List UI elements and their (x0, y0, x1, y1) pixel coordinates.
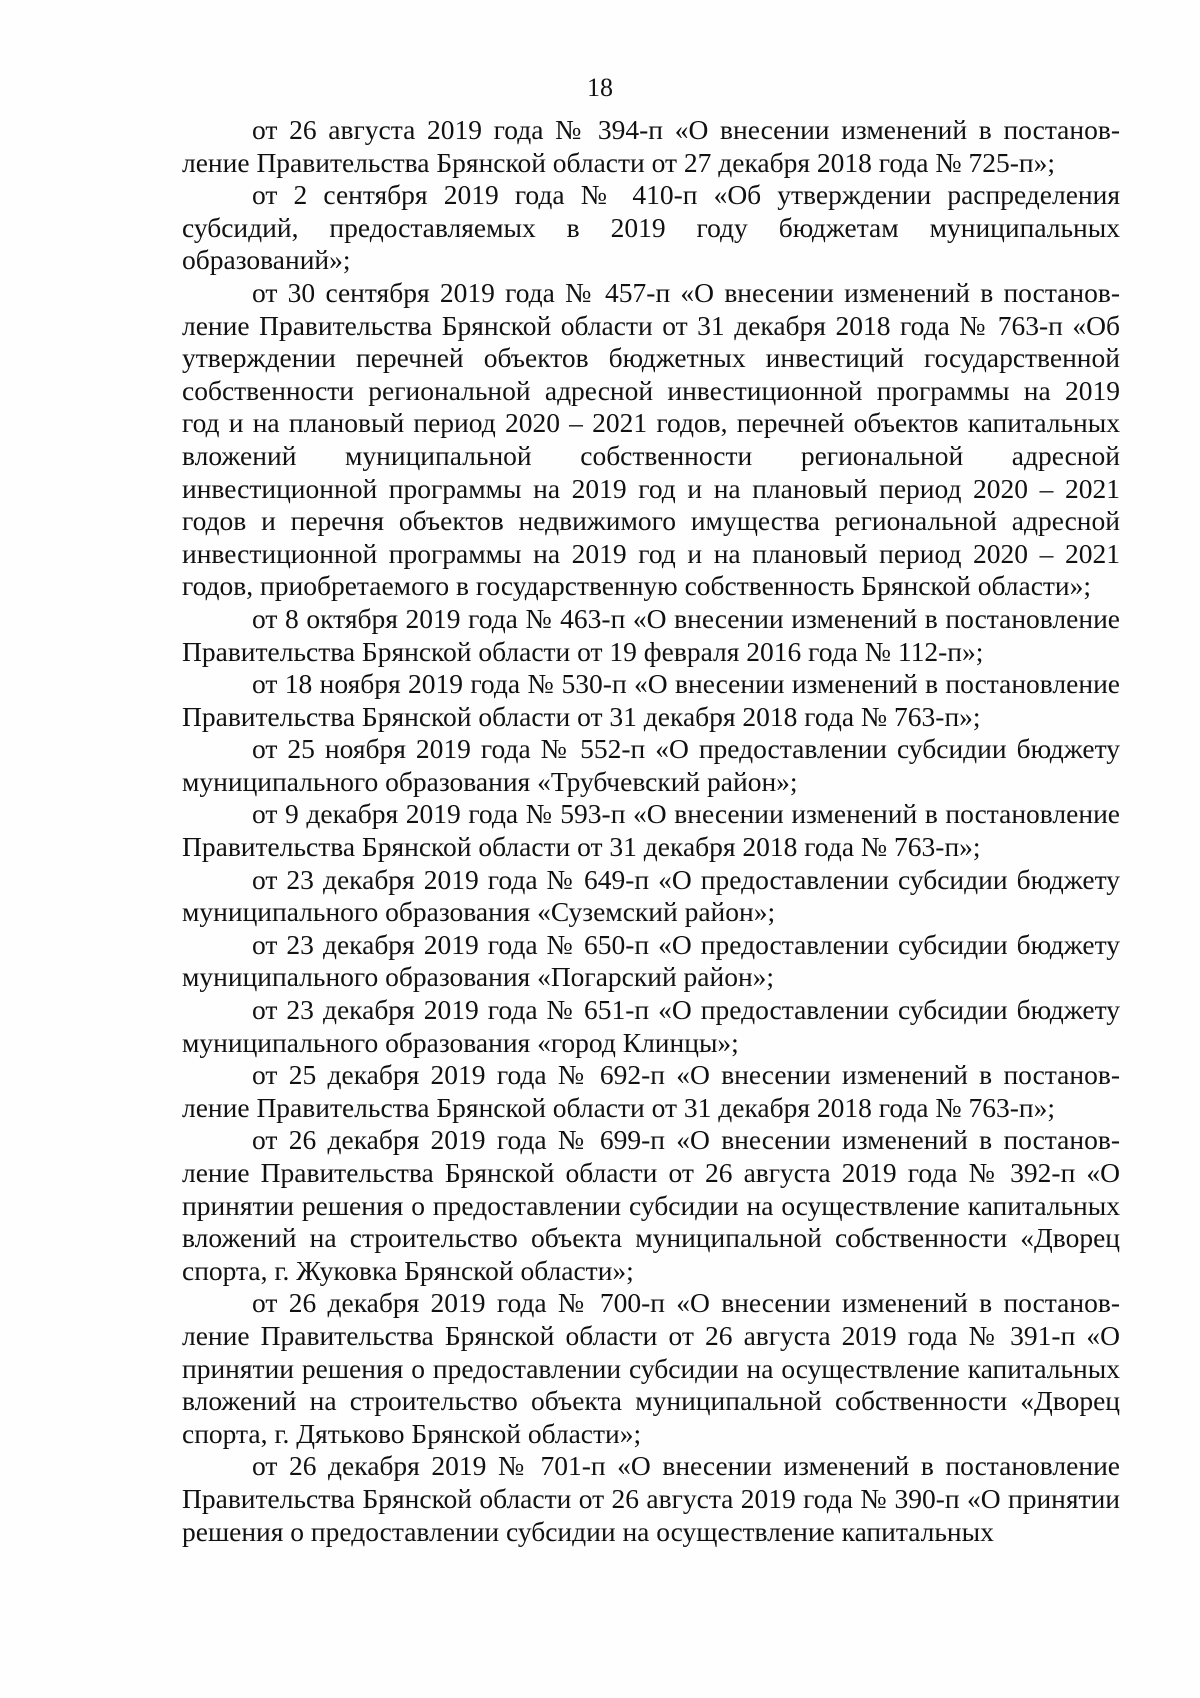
paragraph-resolution-457: от 30 сентября 2019 года № 457-п «О внесении изменений в постановление Правительства Брянской области от 31 декабря 2018 года № 763-п «Об утверждении перечней объектов бюджетных инвестиций государственной собственности региональной адресной инвестиционной программы на 2019 год и на плановый период 2020 – 2021 годов, перечней объектов капитальных вложений муниципальной собственности региональной адресной инвестиционной программы на 2019 год и на плановый период 2020 – 2021 годов и перечня объектов недвижимого имущества региональной адресной инвестиционной программы на 2019 год и на плановый период 2020 – 2021 годов, приобретаемого в государственную собственность Брянской области»; (182, 276, 1120, 602)
paragraph-resolution-701: от 26 декабря 2019 № 701-п «О внесении изменений в постановление Правительства Брянской области от 26 августа 2019 года № 390-п «О принятии решения о предоставлении субсидии на осуществление капитальных (182, 1450, 1120, 1547)
page-number: 18 (587, 73, 613, 102)
document-body (182, 114, 1120, 1548)
paragraph-resolution-552: от 25 ноября 2019 года № 552-п «О предоставлении субсидии бюджету муниципального образования «Трубчевский район»; (182, 733, 1120, 797)
paragraph-resolution-692: от 25 декабря 2019 года № 692-п «О внесении изменений в постановление Правительства Брянской области от 31 декабря 2018 года № 763-п»; (182, 1059, 1120, 1123)
paragraph-resolution-593: от 9 декабря 2019 года № 593-п «О внесении изменений в постановление Правительства Брянской области от 31 декабря 2018 года № 763-п»; (182, 798, 1120, 863)
paragraph-resolution-699: от 26 декабря 2019 года № 699-п «О внесении изменений в постановление Правительства Брянской области от 26 августа 2019 года № 392-п «О принятии решения о предоставлении субсидии на осуществление капитальных вложений на строительство объекта муниципальной собственности «Дворец спорта, г. Жуковка Брянской области»; (182, 1124, 1120, 1286)
paragraph-resolution-649: от 23 декабря 2019 года № 649-п «О предоставлении субсидии бюджету муниципального образования «Суземский район»; (182, 863, 1120, 928)
paragraph-resolution-394: от 26 августа 2019 года № 394-п «О внесении изменений в постановление Правительства Брянской области от 27 декабря 2018 года № 725-п»; (182, 114, 1120, 178)
paragraph-resolution-650: от 23 декабря 2019 года № 650-п «О предоставлении субсидии бюджету муниципального образования «Погарский район»; (182, 928, 1120, 993)
paragraph-resolution-410: от 2 сентября 2019 года № 410-п «Об утверждении распределения субсидий, предоставляемых в 2019 году бюджетам муниципальных образований»; (182, 179, 1120, 276)
paragraph-resolution-463: от 8 октября 2019 года № 463-п «О внесении изменений в постановление Правительства Брянской области от 19 февраля 2016 года № 112-п»; (182, 602, 1120, 667)
paragraph-resolution-700: от 26 декабря 2019 года № 700-п «О внесении изменений в постановление Правительства Брянской области от 26 августа 2019 года № 391-п «О принятии решения о предоставлении субсидии на осуществление капитальных вложений на строительство объекта муниципальной собственности «Дворец спорта, г. Дятьково Брянской области»; (182, 1287, 1120, 1449)
paragraph-resolution-530: от 18 ноября 2019 года № 530-п «О внесении изменений в постановление Правительства Брянской области от 31 декабря 2018 года № 763-п»; (182, 668, 1120, 732)
paragraph-resolution-651: от 23 декабря 2019 года № 651-п «О предоставлении субсидии бюджету муниципального образования «город Клинцы»; (182, 994, 1120, 1058)
